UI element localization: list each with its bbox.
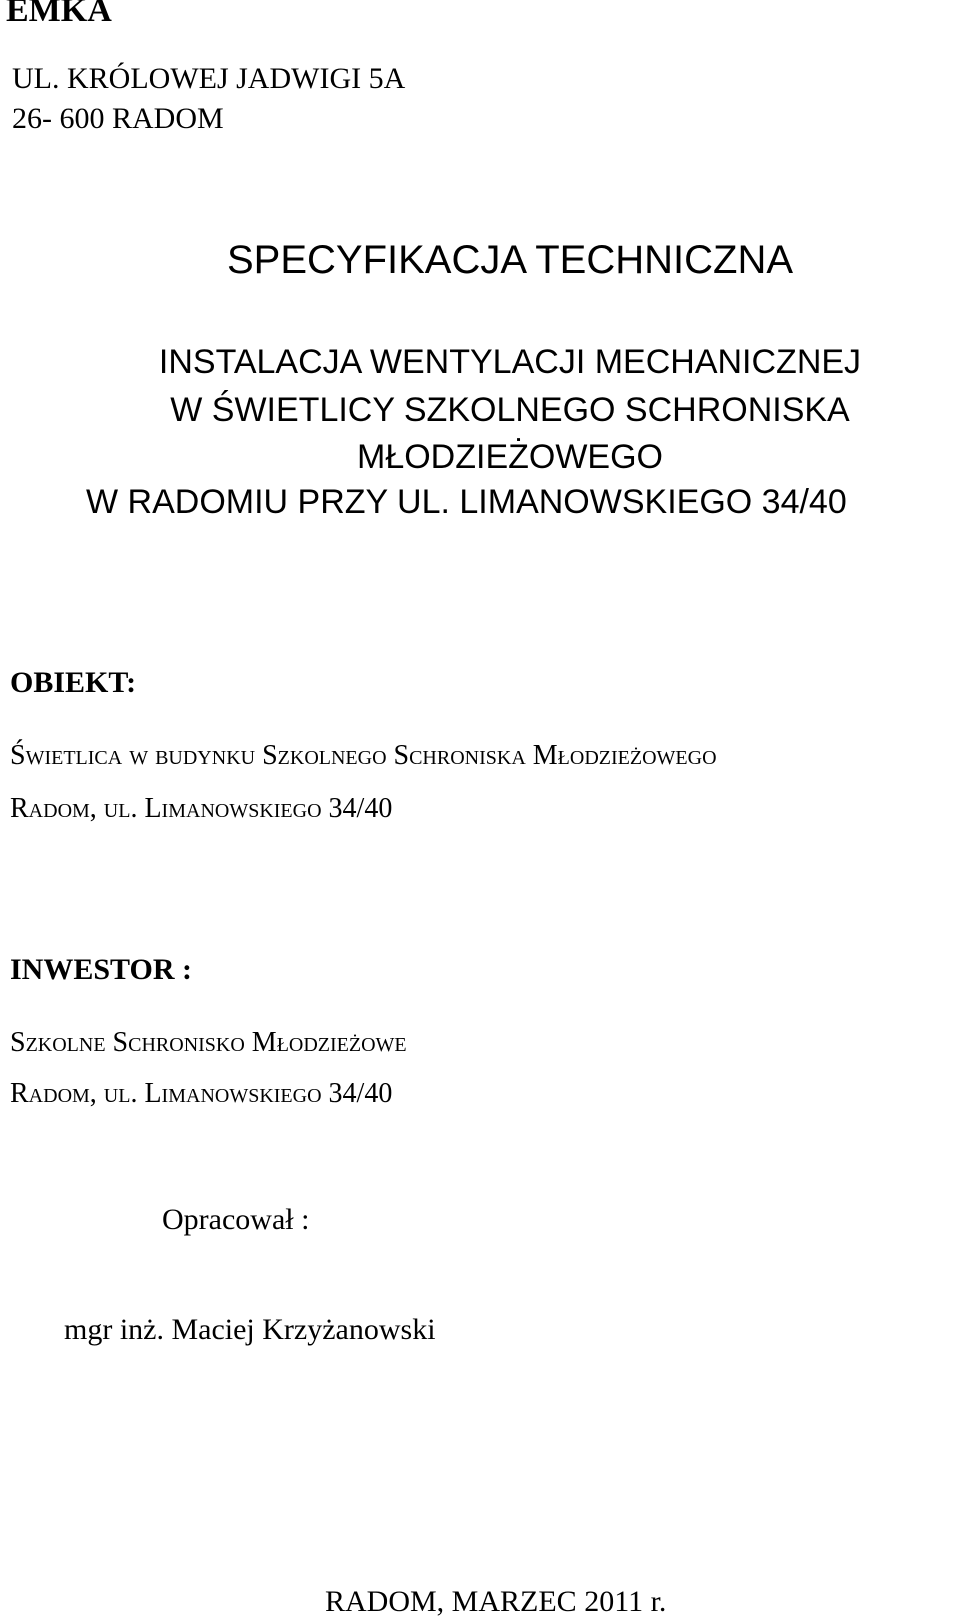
subject-line-4: W RADOMIU PRZY UL. LIMANOWSKIEGO 34/40: [86, 483, 847, 521]
author-name: mgr inż. Maciej Krzyżanowski: [64, 1313, 436, 1346]
object-heading: OBIEKT:: [10, 666, 137, 699]
subject-line-2: W ŚWIETLICY SZKOLNEGO SCHRONISKA: [170, 391, 850, 429]
investor-heading: INWESTOR :: [10, 953, 192, 986]
document-title: SPECYFIKACJA TECHNICZNA: [226, 238, 794, 282]
investor-line-2: Radom, ul. Limanowskiego 34/40: [10, 1078, 393, 1109]
address-street: UL. KRÓLOWEJ JADWIGI 5A: [12, 62, 406, 95]
prepared-by-label: Opracował :: [162, 1203, 310, 1236]
subject-line-1: INSTALACJA WENTYLACJI MECHANICZNEJ: [158, 343, 862, 381]
object-line-2: Radom, ul. Limanowskiego 34/40: [10, 793, 393, 824]
company-name: EMKA: [6, 0, 112, 29]
place-and-date: RADOM, MARZEC 2011 r.: [325, 1585, 667, 1618]
subject-line-3: MŁODZIEŻOWEGO: [357, 438, 663, 476]
object-line-1: Świetlica w budynku Szkolnego Schroniska Młodzieżowego: [10, 740, 717, 771]
address-city: 26- 600 RADOM: [12, 102, 224, 135]
investor-line-1: Szkolne Schronisko Młodzieżowe: [10, 1027, 407, 1058]
